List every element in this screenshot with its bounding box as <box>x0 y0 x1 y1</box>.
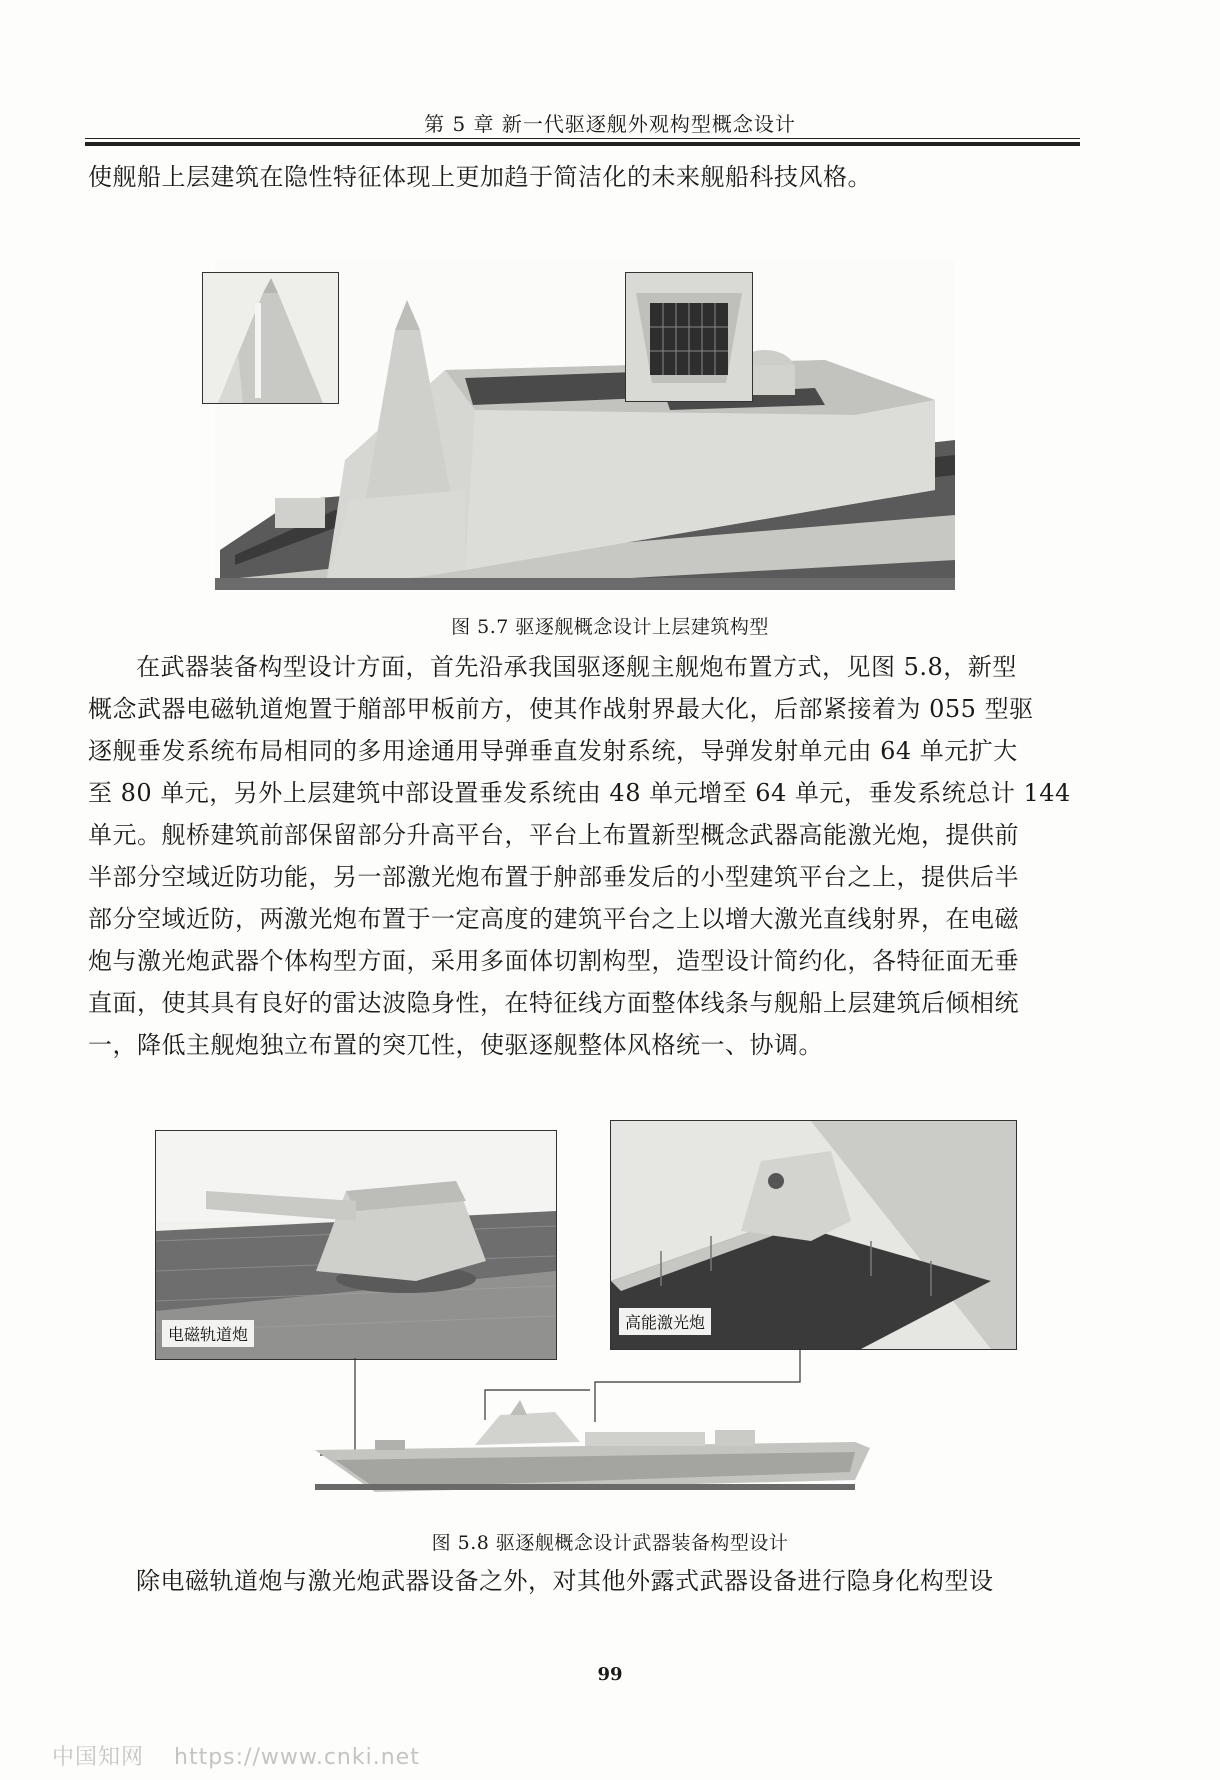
inset-vls-detail <box>625 272 753 402</box>
text-line: 一，降低主舰炮独立布置的突兀性，使驱逐舰整体风格统一、协调。 <box>88 1031 823 1059</box>
text-line: 概念武器电磁轨道炮置于艏部甲板前方，使其作战射界最大化，后部紧接着为 055 型驱 <box>88 695 1034 723</box>
figure-5-7 <box>215 260 955 590</box>
header-rule-thin <box>85 138 1080 139</box>
text-line: 至 80 单元，另外上层建筑中部设置垂发系统由 48 单元增至 64 单元，垂发系统总计 144 <box>88 779 1071 807</box>
text-line: 在武器装备构型设计方面，首先沿承我国驱逐舰主舰炮布置方式，见图 5.8，新型 <box>136 653 1017 681</box>
text-line: 炮与激光炮武器个体构型方面，采用多面体切割构型，造型设计简约化，各特征面无垂 <box>88 947 1019 975</box>
text-line: 半部分空域近防功能，另一部激光炮布置于舯部垂发后的小型建筑平台之上，提供后半 <box>88 863 1019 891</box>
intro-paragraph <box>88 156 1084 198</box>
text-line: 直面，使其具有良好的雷达波隐身性，在特征线方面整体线条与舰船上层建筑后倾相统 <box>88 989 1019 1017</box>
page-number: 99 <box>597 1664 623 1685</box>
text-line: 除电磁轨道炮与激光炮武器设备之外，对其他外露式武器设备进行隐身化构型设 <box>136 1567 994 1595</box>
text-line: 逐舰垂发系统布局相同的多用途通用导弹垂直发射系统，导弹发射单元由 64 单元扩大 <box>88 737 1018 765</box>
figure-5-7-caption: 图 5.7 驱逐舰概念设计上层建筑构型 <box>451 616 769 638</box>
full-ship-render <box>315 1400 875 1510</box>
text-line: 单元。舰桥建筑前部保留部分升高平台，平台上布置新型概念武器高能激光炮，提供前 <box>88 821 1019 849</box>
watermark-brand: 中国知网 <box>52 1745 145 1770</box>
closing-paragraph <box>88 1560 1084 1602</box>
laser-label: 高能激光炮 <box>619 1308 711 1335</box>
header-rule-thick <box>85 142 1080 146</box>
running-header: 第 5 章 新一代驱逐舰外观构型概念设计 <box>424 112 796 136</box>
figure-5-8-caption: 图 5.8 驱逐舰概念设计武器装备构型设计 <box>431 1532 789 1554</box>
text-line: 部分空域近防，两激光炮布置于一定高度的建筑平台之上以增大激光直线射界，在电磁 <box>88 905 1019 933</box>
cnki-watermark <box>52 1740 420 1771</box>
watermark-url: https://www.cnki.net <box>174 1745 420 1770</box>
weapons-paragraph <box>88 646 1084 1066</box>
inset-mast-detail <box>202 272 339 404</box>
text-line: 使舰船上层建筑在隐性特征体现上更加趋于简洁化的未来舰船科技风格。 <box>88 163 872 191</box>
railgun-label: 电磁轨道炮 <box>162 1320 254 1347</box>
figure-5-8 <box>150 1120 1020 1520</box>
